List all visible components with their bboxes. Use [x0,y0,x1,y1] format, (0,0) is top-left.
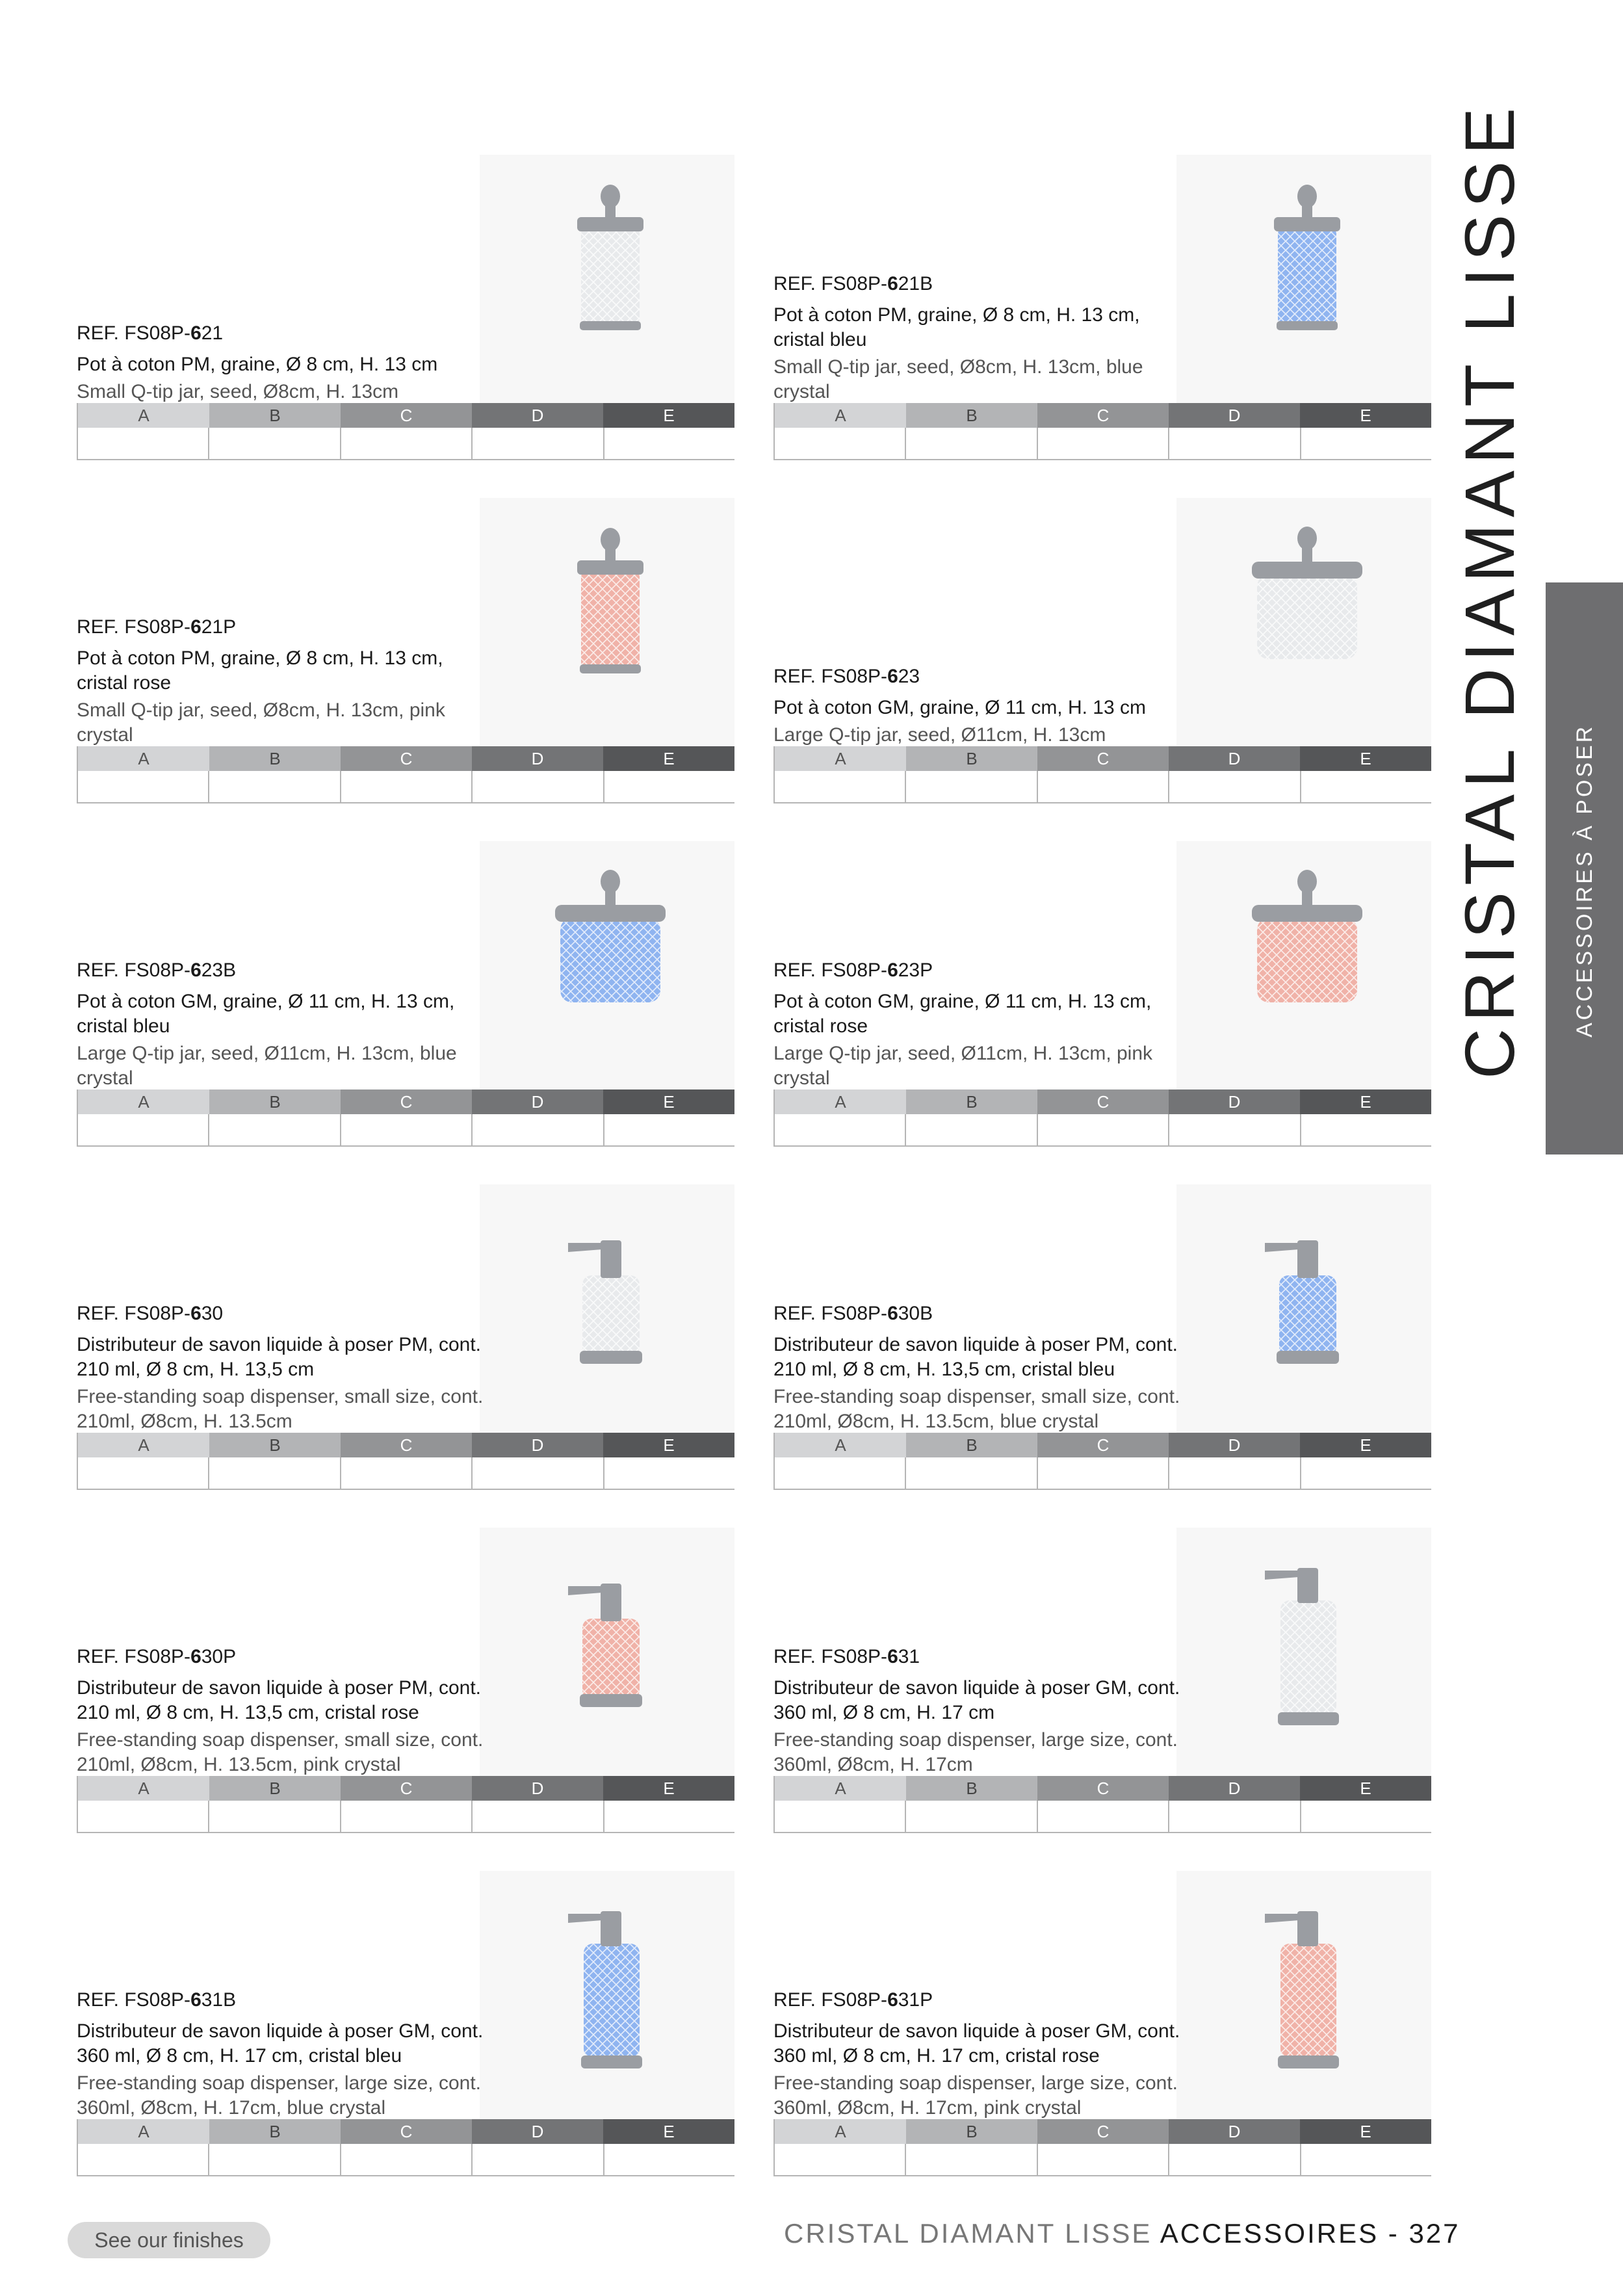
finish-table [77,2119,734,2176]
product-ref-bold: 6 [887,1989,898,2011]
product-ref-prefix: REF. FS08P- [77,616,191,638]
product-ref [773,664,1189,689]
product-ref [77,958,493,983]
finish-header-row [775,403,1431,428]
product-image [480,1184,734,1444]
product-ref-suffix: 31B [201,1989,237,2011]
finish-header-row [775,1776,1431,1801]
finish-cell-a [78,1801,209,1832]
product-ref [773,1988,1189,2013]
finish-cell-d [473,1801,604,1832]
finish-header-d: D [1169,746,1300,771]
product-card [77,155,734,460]
finish-cell-a [775,771,906,802]
finish-cell-c [341,1114,473,1145]
finish-cell-e [1301,771,1431,802]
product-ref-suffix: 21P [201,616,237,638]
finish-header-a: A [78,746,209,771]
finish-cell-e [604,1801,734,1832]
finish-header-b: B [209,1089,341,1114]
product-ref-bold: 6 [887,666,898,687]
product-info [77,321,493,404]
finish-cell-c [341,771,473,802]
product-ref-prefix: REF. FS08P- [77,1303,191,1324]
finish-header-e: E [603,1433,734,1457]
finish-header-b: B [209,2119,341,2144]
finish-header-c: C [1037,1089,1169,1114]
finish-value-row [78,2144,734,2175]
finish-header-a: A [775,2119,906,2144]
finish-header-a: A [775,1776,906,1801]
product-ref [773,1645,1189,1669]
product-ref-bold: 6 [190,1989,201,2011]
product-ref-bold: 6 [190,959,201,981]
finish-header-a: A [78,1776,209,1801]
product-info [77,1645,493,1777]
finish-header-b: B [906,1089,1037,1114]
finish-header-a: A [775,403,906,428]
product-ref-bold: 6 [190,322,201,344]
product-description-fr: Pot à coton GM, graine, Ø 11 cm, H. 13 cm [773,697,1147,718]
finish-table [77,746,734,803]
product-image [480,155,734,415]
product-info [773,1988,1189,2120]
finish-header-b: B [906,403,1037,428]
product-description-fr: Distributeur de savon liquide à poser GM, cont. 360 ml, Ø 8 cm, H. 17 cm, cristal bleu [77,2020,484,2067]
finish-cell-e [1301,1801,1431,1832]
product-info [77,1988,493,2120]
finish-header-row [78,403,734,428]
product-image [480,1528,734,1788]
product-description-fr: Pot à coton PM, graine, Ø 8 cm, H. 13 cm [77,354,438,375]
finish-value-row [775,1114,1431,1145]
finish-table [77,1776,734,1833]
finish-value-row [775,771,1431,802]
finish-value-row [775,2144,1431,2175]
product-ref-suffix: 23P [898,959,933,981]
finish-cell-a [78,428,209,459]
finish-cell-c [341,2144,473,2175]
finish-value-row [78,1801,734,1832]
finish-cell-a [775,1114,906,1145]
product-description-fr: Distributeur de savon liquide à poser PM, cont. 210 ml, Ø 8 cm, H. 13,5 cm, cristal rose [77,1677,481,1723]
product-description-fr: Distributeur de savon liquide à poser GM, cont. 360 ml, Ø 8 cm, H. 17 cm, cristal rose [773,2020,1180,2067]
finish-header-b: B [209,1776,341,1801]
product-ref-prefix: REF. FS08P- [77,1646,191,1667]
finish-header-row [78,746,734,771]
product-description-fr: Distributeur de savon liquide à poser PM, cont. 210 ml, Ø 8 cm, H. 13,5 cm, cristal bleu [773,1334,1178,1380]
finish-table [77,403,734,460]
finish-header-d: D [472,2119,603,2144]
finish-cell-e [604,1457,734,1489]
finish-header-a: A [775,1089,906,1114]
finish-header-d: D [1169,2119,1300,2144]
product-image [1176,155,1431,415]
product-ref-prefix: REF. FS08P- [77,959,191,981]
finish-header-d: D [472,746,603,771]
product-description-en: Small Q-tip jar, seed, Ø8cm, H. 13cm, blue crystal [773,356,1143,402]
finish-cell-d [473,1114,604,1145]
finish-cell-c [341,1457,473,1489]
product-info [773,664,1189,748]
finish-header-d: D [472,403,603,428]
product-description-en: Large Q-tip jar, seed, Ø11cm, H. 13cm [773,724,1106,746]
finish-cell-d [1169,428,1301,459]
finish-cell-a [775,2144,906,2175]
finish-cell-b [906,2144,1037,2175]
product-card [773,498,1431,803]
product-ref-bold: 6 [887,1646,898,1667]
finish-header-c: C [341,2119,472,2144]
finish-header-c: C [1037,1776,1169,1801]
finish-header-a: A [78,2119,209,2144]
finish-table [773,1089,1431,1147]
finish-cell-b [906,1457,1037,1489]
product-ref-prefix: REF. FS08P- [773,666,888,687]
finish-header-b: B [209,746,341,771]
finish-header-d: D [472,1776,603,1801]
product-ref-suffix: 31 [898,1646,920,1667]
product-description-en: Free-standing soap dispenser, small size, cont. 210ml, Ø8cm, H. 13.5cm, pink crystal [77,1729,484,1775]
finish-cell-b [906,428,1037,459]
product-ref-prefix: REF. FS08P- [773,1989,888,2011]
finish-cell-b [209,771,341,802]
finish-header-b: B [906,1776,1037,1801]
finish-value-row [78,771,734,802]
product-card [773,1528,1431,1833]
product-description-en: Free-standing soap dispenser, small size, cont. 210ml, Ø8cm, H. 13.5cm, blue crystal [773,1386,1180,1432]
finish-cell-b [209,1114,341,1145]
finish-cell-b [906,1801,1037,1832]
finish-header-a: A [78,1433,209,1457]
finish-cell-c [341,1801,473,1832]
finish-table [77,1433,734,1490]
footer-section: ACCESSOIRES - 327 [1160,2218,1461,2249]
finish-cell-c [1038,771,1169,802]
finish-header-row [775,2119,1431,2144]
finish-cell-b [209,2144,341,2175]
product-card [773,841,1431,1147]
finish-header-b: B [209,403,341,428]
finish-table [773,403,1431,460]
product-info [773,1301,1189,1434]
finish-cell-d [1169,1801,1301,1832]
finish-table [773,2119,1431,2176]
product-ref [77,615,493,640]
finish-header-c: C [1037,746,1169,771]
finish-cell-b [209,1801,341,1832]
product-description-fr: Pot à coton PM, graine, Ø 8 cm, H. 13 cm, cristal rose [77,647,443,694]
finish-table [77,1089,734,1147]
product-ref-prefix: REF. FS08P- [77,322,191,344]
finish-cell-a [78,1457,209,1489]
product-ref [773,1301,1189,1326]
product-description-en: Large Q-tip jar, seed, Ø11cm, H. 13cm, pink crystal [773,1043,1153,1089]
product-image [1176,1184,1431,1444]
finish-cell-c [341,428,473,459]
finish-cell-b [209,428,341,459]
product-ref-bold: 6 [190,1646,201,1667]
product-info [773,1645,1189,1777]
finish-cell-e [604,1114,734,1145]
product-description-en: Free-standing soap dispenser, large size, cont. 360ml, Ø8cm, H. 17cm, pink crystal [773,2072,1178,2119]
finish-cell-e [604,428,734,459]
product-image [1176,1871,1431,2131]
product-ref-bold: 6 [887,1303,898,1324]
product-ref-suffix: 23 [898,666,920,687]
product-image [1176,841,1431,1101]
finish-cell-e [604,771,734,802]
finish-cell-d [1169,1114,1301,1145]
finish-header-d: D [1169,1089,1300,1114]
product-ref-suffix: 21B [898,273,933,294]
section-tab-label: ACCESSOIRES À POSER [1572,724,1597,1037]
finish-header-c: C [341,1089,472,1114]
product-ref-suffix: 23B [201,959,237,981]
product-description-fr: Distributeur de savon liquide à poser GM, cont. 360 ml, Ø 8 cm, H. 17 cm [773,1677,1180,1723]
product-card [77,841,734,1147]
finish-table [773,1433,1431,1490]
finish-cell-d [1169,1457,1301,1489]
finish-header-e: E [1300,403,1431,428]
product-ref-prefix: REF. FS08P- [773,1303,888,1324]
finish-cell-a [78,1114,209,1145]
product-ref-prefix: REF. FS08P- [77,1989,191,2011]
finish-value-row [78,428,734,459]
finish-header-e: E [603,403,734,428]
finish-value-row [775,428,1431,459]
product-ref-prefix: REF. FS08P- [773,273,888,294]
finish-header-row [775,746,1431,771]
product-ref-bold: 6 [887,273,898,294]
product-info [77,958,493,1091]
section-tab [1546,582,1623,1155]
finish-header-e: E [1300,1776,1431,1801]
finish-header-row [78,1433,734,1457]
finish-header-e: E [603,1089,734,1114]
product-image [1176,498,1431,758]
finish-header-d: D [1169,1776,1300,1801]
finish-header-d: D [472,1433,603,1457]
finish-cell-d [473,2144,604,2175]
footer-collection: CRISTAL DIAMANT LISSE [784,2218,1152,2249]
product-image [480,1871,734,2131]
product-image [480,841,734,1101]
product-ref-suffix: 21 [201,322,224,344]
product-description-fr: Pot à coton PM, graine, Ø 8 cm, H. 13 cm, cristal bleu [773,304,1140,350]
product-description-fr: Distributeur de savon liquide à poser PM, cont. 210 ml, Ø 8 cm, H. 13,5 cm [77,1334,481,1380]
finish-header-e: E [603,746,734,771]
product-card [773,155,1431,460]
finish-header-c: C [1037,2119,1169,2144]
finish-header-a: A [78,403,209,428]
product-ref [773,272,1189,296]
product-card [773,1871,1431,2176]
finish-header-a: A [78,1089,209,1114]
finish-header-b: B [906,1433,1037,1457]
finish-cell-a [78,771,209,802]
product-ref-suffix: 30 [201,1303,224,1324]
product-info [77,615,493,748]
finish-header-b: B [906,746,1037,771]
finish-cell-d [1169,771,1301,802]
finish-header-d: D [472,1089,603,1114]
product-card [77,498,734,803]
finish-value-row [78,1457,734,1489]
finish-header-e: E [1300,1089,1431,1114]
product-ref [77,321,493,346]
finish-value-row [775,1801,1431,1832]
product-ref [773,958,1189,983]
product-ref [77,1301,493,1326]
finish-header-c: C [341,1776,472,1801]
finish-header-c: C [341,1433,472,1457]
product-description-en: Small Q-tip jar, seed, Ø8cm, H. 13cm, pink crystal [77,699,445,746]
finish-cell-c [1038,2144,1169,2175]
finish-table [773,746,1431,803]
finish-cell-e [1301,1114,1431,1145]
finish-cell-d [1169,2144,1301,2175]
product-card [77,1184,734,1490]
product-description-fr: Pot à coton GM, graine, Ø 11 cm, H. 13 cm, cristal bleu [77,991,455,1037]
product-card [77,1528,734,1833]
finish-header-c: C [341,746,472,771]
product-description-en: Free-standing soap dispenser, large size, cont. 360ml, Ø8cm, H. 17cm, blue crystal [77,2072,482,2119]
product-ref-bold: 6 [887,959,898,981]
product-ref-prefix: REF. FS08P- [773,959,888,981]
finish-cell-a [775,1457,906,1489]
finish-value-row [775,1457,1431,1489]
product-ref-suffix: 31P [898,1989,933,2011]
finish-header-row [78,1776,734,1801]
finish-cell-d [473,1457,604,1489]
product-description-en: Large Q-tip jar, seed, Ø11cm, H. 13cm, blue crystal [77,1043,457,1089]
finish-header-e: E [603,2119,734,2144]
finish-cell-c [1038,428,1169,459]
finish-cell-a [775,1801,906,1832]
finish-header-c: C [1037,1433,1169,1457]
finish-header-e: E [1300,746,1431,771]
finish-header-b: B [209,1433,341,1457]
product-ref [77,1988,493,2013]
finish-header-a: A [775,746,906,771]
finish-header-d: D [1169,403,1300,428]
finish-header-row [775,1089,1431,1114]
product-description-en: Free-standing soap dispenser, large size, cont. 360ml, Ø8cm, H. 17cm [773,1729,1178,1775]
page-footer [784,2215,1499,2252]
finish-cell-c [1038,1457,1169,1489]
finish-cell-a [78,2144,209,2175]
collection-title: CRISTAL DIAMANT LISSE [1450,101,1529,1079]
product-ref [77,1645,493,1669]
finish-cell-b [906,1114,1037,1145]
product-card [77,1871,734,2176]
product-ref-prefix: REF. FS08P- [773,1646,888,1667]
finish-header-c: C [1037,403,1169,428]
finish-cell-e [604,2144,734,2175]
product-ref-bold: 6 [190,616,201,638]
finish-header-row [78,1089,734,1114]
finish-header-d: D [1169,1433,1300,1457]
finish-cell-c [1038,1114,1169,1145]
finish-cell-b [906,771,1037,802]
product-description-fr: Pot à coton GM, graine, Ø 11 cm, H. 13 cm, cristal rose [773,991,1152,1037]
product-description-en: Free-standing soap dispenser, small size, cont. 210ml, Ø8cm, H. 13.5cm [77,1386,484,1432]
finish-header-e: E [603,1776,734,1801]
product-card [773,1184,1431,1490]
finish-header-b: B [906,2119,1037,2144]
finish-table [773,1776,1431,1833]
finish-cell-c [1038,1801,1169,1832]
finish-cell-e [1301,2144,1431,2175]
finish-cell-e [1301,1457,1431,1489]
finish-header-e: E [1300,1433,1431,1457]
finish-cell-a [775,428,906,459]
finish-header-a: A [775,1433,906,1457]
finish-cell-d [473,771,604,802]
product-info [77,1301,493,1434]
see-finishes-button[interactable]: See our finishes [68,2222,270,2258]
product-image [480,498,734,758]
product-ref-suffix: 30B [898,1303,933,1324]
finish-header-row [775,1433,1431,1457]
product-ref-bold: 6 [190,1303,201,1324]
finish-header-c: C [341,403,472,428]
finish-cell-b [209,1457,341,1489]
product-info [773,272,1189,404]
product-description-en: Small Q-tip jar, seed, Ø8cm, H. 13cm [77,381,399,402]
finish-header-e: E [1300,2119,1431,2144]
finish-value-row [78,1114,734,1145]
product-image [1176,1528,1431,1788]
product-ref-suffix: 30P [201,1646,237,1667]
finish-cell-e [1301,428,1431,459]
product-info [773,958,1189,1091]
finish-header-row [78,2119,734,2144]
finish-cell-d [473,428,604,459]
